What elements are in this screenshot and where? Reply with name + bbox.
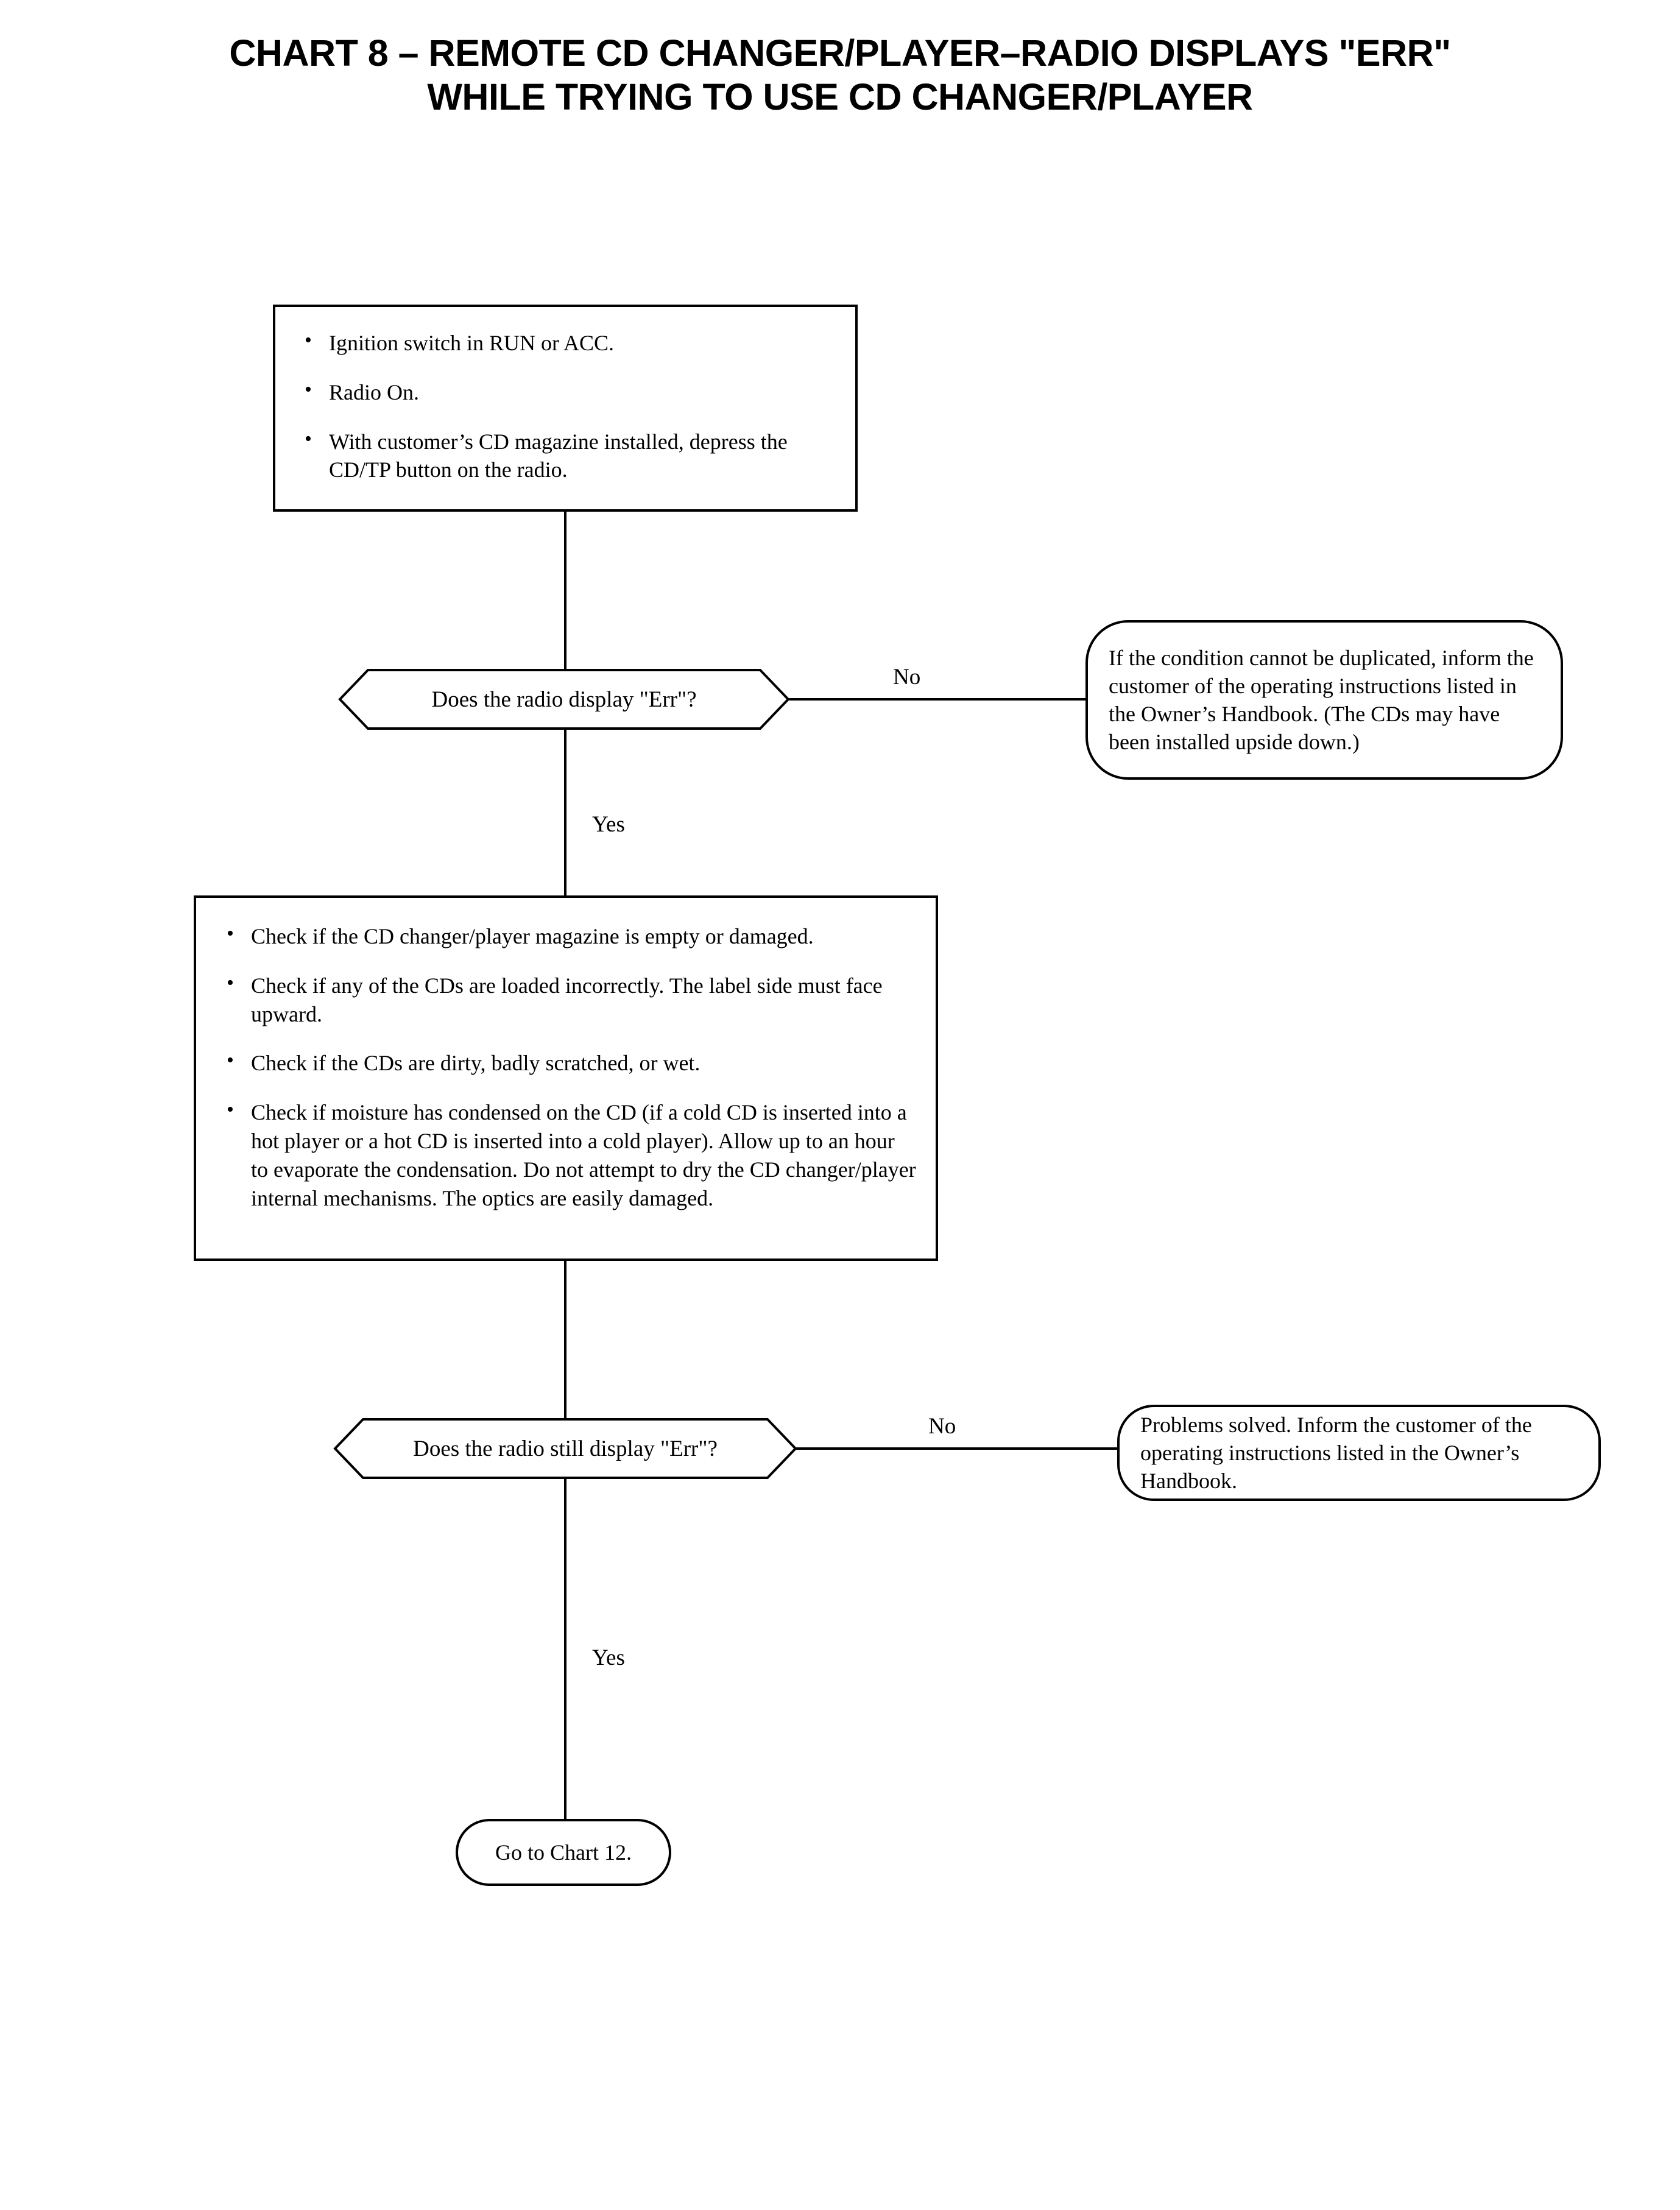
decision-2-label: Does the radio still display "Err"?	[413, 1436, 718, 1461]
connector-decision2-no	[796, 1447, 1120, 1450]
connector-preconditions-to-decision1	[564, 512, 566, 688]
list-item: • With customer’s CD magazine installed, depress the CD/TP button on the radio.	[294, 428, 837, 485]
list-item: • Check if moisture has condensed on the CD (if a cold CD is inserted into a hot player or a hot CD is inserted into a cold player). Allow up to an hour to evaporate the condensation. Do not attempt to dry the CD changer/player internal mechanisms. The optics are easily damaged.	[216, 1098, 916, 1212]
edge-label-yes-1: Yes	[592, 812, 625, 837]
list-item: • Ignition switch in RUN or ACC.	[294, 329, 837, 358]
result-no-2-text: Problems solved. Inform the customer of the operating instructions listed in the Owner’s Handbook.	[1140, 1412, 1532, 1494]
edge-label-no-2: No	[928, 1414, 956, 1439]
decision-2	[334, 1418, 797, 1479]
page-title-line-2: WHILE TRYING TO USE CD CHANGER/PLAYER	[427, 76, 1253, 118]
edge-label-yes-2: Yes	[592, 1645, 625, 1670]
connector-decision1-no	[788, 698, 1088, 701]
page-title	[0, 32, 1680, 119]
checks-list	[216, 922, 916, 1212]
result-no-1-text: If the condition cannot be duplicated, inform the customer of the operating instructions listed in the Owner’s Handbook. (The CDs may have been installed upside down.)	[1109, 645, 1534, 755]
result-no-2-box	[1117, 1405, 1601, 1501]
decision-1-label: Does the radio display "Err"?	[431, 687, 697, 712]
decision-1	[339, 669, 789, 730]
list-item: • Radio On.	[294, 378, 837, 407]
list-item: • Check if the CDs are dirty, badly scratched, or wet.	[216, 1049, 916, 1078]
connector-checks-to-decision2	[564, 1261, 566, 1438]
connector-decision2-yes	[564, 1479, 566, 1820]
page-title-line-1: CHART 8 – REMOTE CD CHANGER/PLAYER–RADIO DISPLAYS "ERR"	[229, 32, 1451, 74]
preconditions-box	[273, 305, 858, 512]
preconditions-list	[294, 329, 837, 484]
result-no-1-box	[1085, 620, 1563, 780]
connector-decision1-yes	[564, 730, 566, 895]
goto-chart-box	[456, 1819, 671, 1886]
edge-label-no-1: No	[893, 665, 921, 690]
list-item: • Check if the CD changer/player magazine is empty or damaged.	[216, 922, 916, 951]
checks-box	[194, 895, 938, 1261]
goto-chart-text: Go to Chart 12.	[495, 1840, 632, 1865]
list-item: • Check if any of the CDs are loaded incorrectly. The label side must face upward.	[216, 972, 916, 1029]
